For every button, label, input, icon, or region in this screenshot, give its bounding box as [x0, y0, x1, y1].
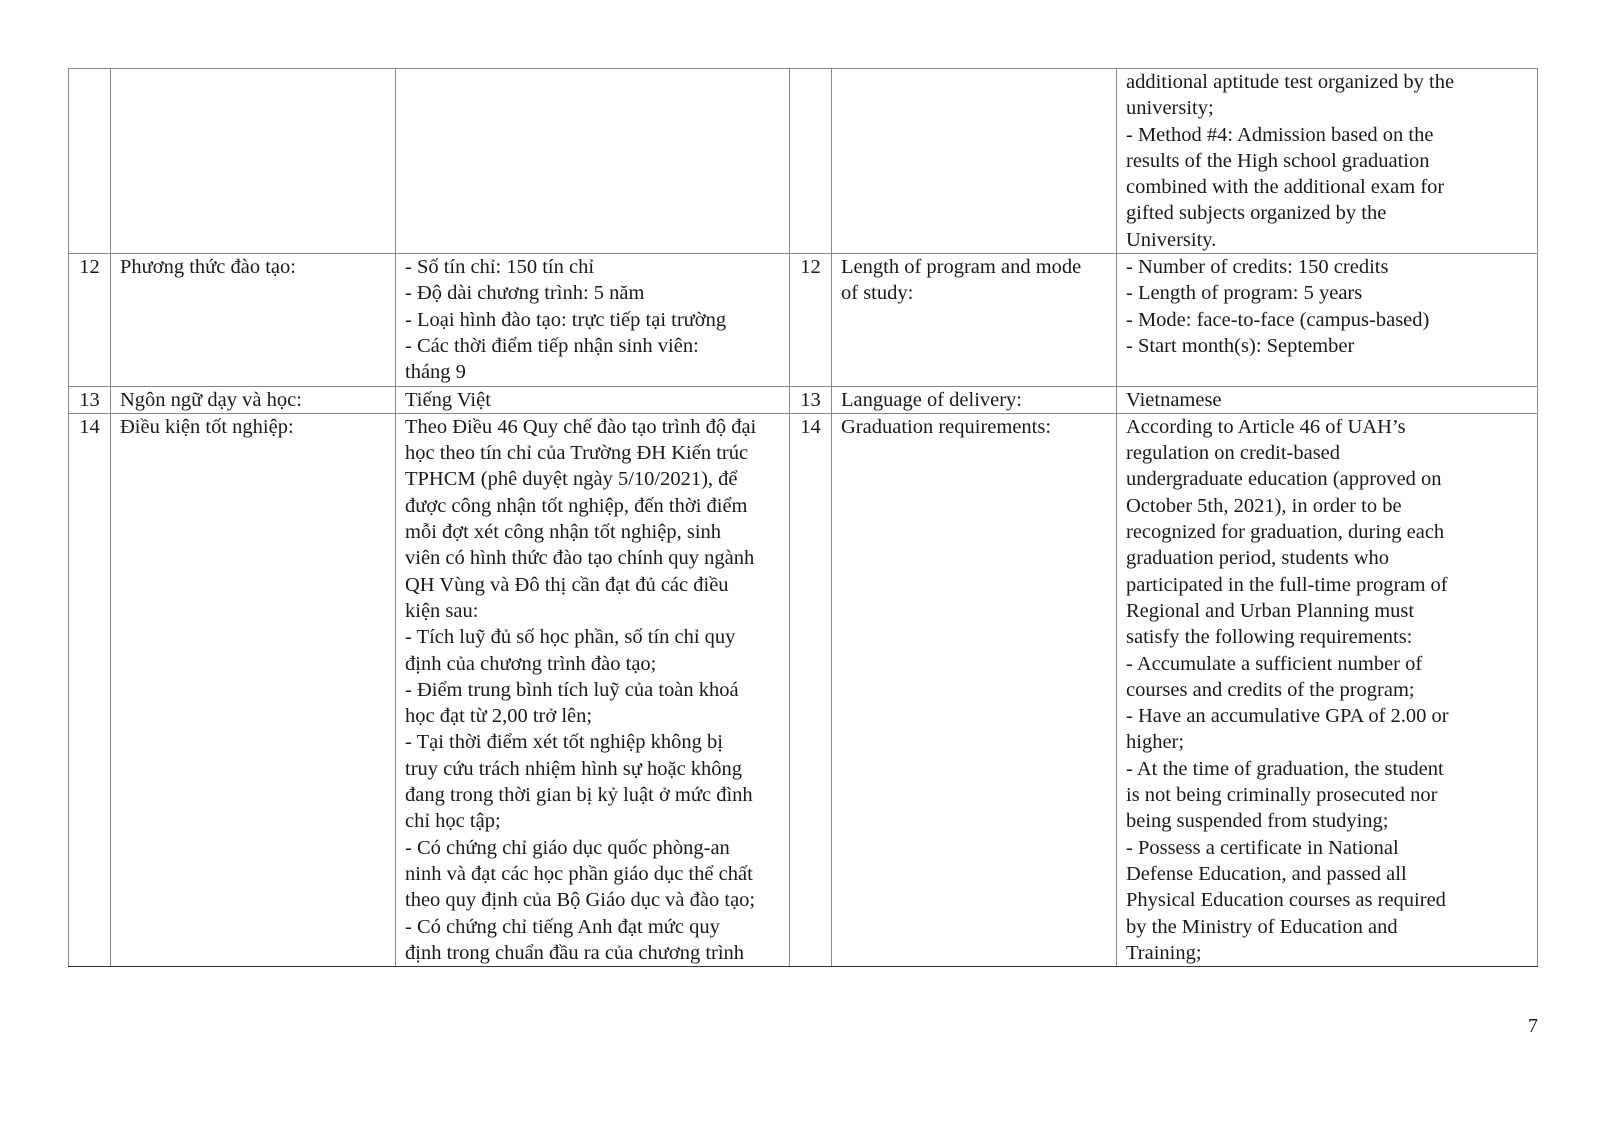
text-line: QH Vùng và Đô thị cần đạt đủ các điều	[405, 573, 729, 596]
text-line: định trong chuẩn đầu ra của chương trình	[405, 941, 745, 964]
text-line: định của chương trình đào tạo;	[405, 652, 657, 675]
text-line: Tiếng Việt	[405, 388, 491, 411]
en-row-number: 13	[790, 386, 832, 413]
text-line: participated in the full-time program of	[1126, 573, 1448, 596]
text-line: - Số tín chỉ: 150 tín chỉ	[405, 256, 595, 279]
text-line: is not being criminally prosecuted nor	[1126, 784, 1438, 807]
page-number: 7	[1528, 1015, 1538, 1037]
text-line: - Tại thời điểm xét tốt nghiệp không bị	[405, 731, 723, 754]
text-line: - Tích luỹ đủ số học phần, số tín chỉ quy	[405, 626, 736, 649]
text-line: undergraduate education (approved on	[1126, 468, 1442, 491]
en-row-number	[790, 69, 832, 254]
text-line: - Accumulate a sufficient number of	[1126, 652, 1423, 675]
text-line: mỗi đợt xét công nhận tốt nghiệp, sinh	[405, 521, 722, 544]
program-spec-table	[68, 68, 1538, 967]
vi-field-value	[396, 386, 790, 413]
vi-field-label: Ngôn ngữ dạy và học:	[111, 386, 396, 413]
text-line: - Mode: face-to-face (campus-based)	[1126, 308, 1430, 331]
text-line: Theo Điều 46 Quy chế đào tạo trình độ đại	[405, 415, 757, 438]
text-line: - Loại hình đào tạo: trực tiếp tại trường	[405, 308, 727, 331]
table-row	[69, 413, 1538, 966]
text-line: được công nhận tốt nghiệp, đến thời điểm	[405, 494, 748, 517]
text-line: học đạt từ 2,00 trở lên;	[405, 705, 593, 728]
text-line: combined with the additional exam for	[1126, 176, 1445, 199]
vi-field-label: Phương thức đào tạo:	[111, 254, 396, 386]
text-line: recognized for graduation, during each	[1126, 521, 1445, 544]
text-line: - Length of program: 5 years	[1126, 282, 1363, 305]
text-line: Graduation requirements:	[841, 415, 1052, 438]
table-row	[69, 254, 1538, 386]
vi-field-value	[396, 413, 790, 966]
text-line: viên có hình thức đào tạo chính quy ngành	[405, 547, 755, 570]
text-line: graduation period, students who	[1126, 547, 1390, 570]
vi-row-number: 13	[69, 386, 111, 413]
text-line: - Độ dài chương trình: 5 năm	[405, 282, 645, 305]
text-line: - Have an accumulative GPA of 2.00 or	[1126, 705, 1449, 728]
text-line: courses and credits of the program;	[1126, 678, 1415, 701]
text-line: chỉ học tập;	[405, 810, 501, 833]
text-line: gifted subjects organized by the	[1126, 202, 1387, 225]
en-field-label	[832, 69, 1117, 254]
text-line: satisfy the following requirements:	[1126, 626, 1413, 649]
vi-field-label: Điều kiện tốt nghiệp:	[111, 413, 396, 966]
en-row-number: 12	[790, 254, 832, 386]
en-field-value	[1117, 413, 1538, 966]
text-line: being suspended from studying;	[1126, 810, 1389, 833]
text-line: ninh và đạt các học phần giáo dục thể chất	[405, 862, 753, 885]
text-line: theo quy định của Bộ Giáo dục và đào tạo;	[405, 889, 756, 912]
text-line: university;	[1126, 97, 1214, 120]
text-line: - Possess a certificate in National	[1126, 836, 1399, 859]
text-line: higher;	[1126, 731, 1185, 754]
text-line: Language of delivery:	[841, 388, 1023, 411]
text-line: đang trong thời gian bị kỷ luật ở mức đình	[405, 784, 753, 807]
text-line: results of the High school graduation	[1126, 149, 1430, 172]
text-line: - Các thời điểm tiếp nhận sinh viên:	[405, 334, 699, 357]
en-row-number: 14	[790, 413, 832, 966]
table-row	[69, 386, 1538, 413]
en-field-label	[832, 413, 1117, 966]
text-line: Training;	[1126, 941, 1202, 964]
text-line: Regional and Urban Planning must	[1126, 599, 1415, 622]
vi-row-number: 12	[69, 254, 111, 386]
text-line: additional aptitude test organized by the	[1126, 71, 1455, 93]
text-line: of study:	[841, 282, 914, 305]
text-line: - At the time of graduation, the student	[1126, 757, 1444, 780]
text-line: kiện sau:	[405, 599, 479, 622]
text-line: Length of program and mode	[841, 256, 1082, 279]
text-line: TPHCM (phê duyệt ngày 5/10/2021), để	[405, 468, 738, 491]
vi-row-number	[69, 69, 111, 254]
text-line: truy cứu trách nhiệm hình sự hoặc không	[405, 757, 743, 780]
text-line: - Number of credits: 150 credits	[1126, 256, 1389, 279]
text-line: regulation on credit-based	[1126, 442, 1341, 465]
text-line: October 5th, 2021), in order to be	[1126, 494, 1402, 517]
vi-field-value	[396, 69, 790, 254]
text-line: - Method #4: Admission based on the	[1126, 123, 1434, 146]
text-line: - Có chứng chỉ giáo dục quốc phòng-an	[405, 836, 730, 859]
text-line: Defense Education, and passed all	[1126, 862, 1407, 885]
vi-field-value	[396, 254, 790, 386]
text-line: tháng 9	[405, 361, 466, 384]
table-body	[69, 69, 1538, 967]
text-line: học theo tín chỉ của Trường ĐH Kiến trúc	[405, 442, 749, 465]
text-line: by the Ministry of Education and	[1126, 915, 1398, 938]
en-field-value	[1117, 254, 1538, 386]
en-field-label	[832, 254, 1117, 386]
text-line: Vietnamese	[1126, 388, 1222, 411]
en-field-label	[832, 386, 1117, 413]
table-row	[69, 69, 1538, 254]
en-field-value	[1117, 386, 1538, 413]
text-line: - Điểm trung bình tích luỹ của toàn khoá	[405, 678, 739, 701]
vi-field-label	[111, 69, 396, 254]
text-line: - Có chứng chỉ tiếng Anh đạt mức quy	[405, 915, 720, 938]
text-line: Physical Education courses as required	[1126, 889, 1446, 912]
text-line: University.	[1126, 228, 1217, 251]
en-field-value	[1117, 69, 1538, 254]
vi-row-number: 14	[69, 413, 111, 966]
text-line: According to Article 46 of UAH’s	[1126, 415, 1406, 438]
text-line: - Start month(s): September	[1126, 334, 1355, 357]
